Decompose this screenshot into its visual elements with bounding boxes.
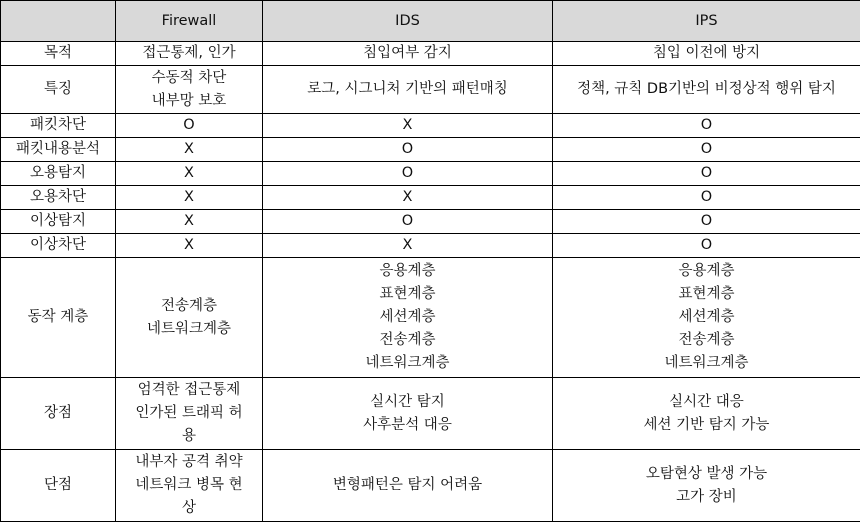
cell-ids: X: [263, 114, 553, 138]
cell-ids: 실시간 탐지 사후분석 대응: [263, 378, 553, 450]
cell-firewall: 접근통제, 인가: [116, 42, 263, 66]
row-label: 패킷차단: [1, 114, 116, 138]
cell-ips: O: [553, 234, 860, 258]
header-ips: IPS: [553, 1, 860, 42]
header-ids: IDS: [263, 1, 553, 42]
cell-ids: X: [263, 234, 553, 258]
cell-ips: O: [553, 114, 860, 138]
cell-firewall: X: [116, 210, 263, 234]
table-row: [1, 162, 860, 186]
table-row: [1, 210, 860, 234]
table-row: [1, 114, 860, 138]
cell-ids: O: [263, 210, 553, 234]
cell-ips: 실시간 대응 세션 기반 탐지 가능: [553, 378, 860, 450]
cell-ips: O: [553, 210, 860, 234]
row-label: 이상차단: [1, 234, 116, 258]
row-label: 이상탐지: [1, 210, 116, 234]
cell-ids: O: [263, 162, 553, 186]
header-corner: [1, 1, 116, 42]
row-label: 오용탐지: [1, 162, 116, 186]
table-row: [1, 450, 860, 522]
cell-ids: 변형패턴은 탐지 어려움: [263, 450, 553, 522]
cell-ips: 정책, 규칙 DB기반의 비정상적 행위 탐지: [553, 66, 860, 114]
cell-firewall: 내부자 공격 취약 네트워크 병목 현 상: [116, 450, 263, 522]
cell-ids: 응용계층 표현계층 세션계층 전송계층 네트워크계층: [263, 258, 553, 378]
table-row: [1, 186, 860, 210]
table-row: [1, 378, 860, 450]
cell-firewall: X: [116, 138, 263, 162]
row-label: 패킷내용분석: [1, 138, 116, 162]
cell-firewall: X: [116, 162, 263, 186]
cell-ids: X: [263, 186, 553, 210]
header-firewall: Firewall: [116, 1, 263, 42]
cell-ips: 응용계층 표현계층 세션계층 전송계층 네트워크계층: [553, 258, 860, 378]
cell-ips: O: [553, 138, 860, 162]
row-label: 단점: [1, 450, 116, 522]
cell-firewall: X: [116, 186, 263, 210]
row-label: 동작 계층: [1, 258, 116, 378]
header-row: [1, 1, 860, 42]
cell-ips: O: [553, 186, 860, 210]
table-row: [1, 234, 860, 258]
row-label: 목적: [1, 42, 116, 66]
cell-ids: 침입여부 감지: [263, 42, 553, 66]
cell-ips: O: [553, 162, 860, 186]
cell-firewall: X: [116, 234, 263, 258]
cell-firewall: 전송계층 네트워크계층: [116, 258, 263, 378]
table-row: [1, 258, 860, 378]
row-label: 오용차단: [1, 186, 116, 210]
cell-ids: O: [263, 138, 553, 162]
cell-ips: 침입 이전에 방지: [553, 42, 860, 66]
cell-firewall: 엄격한 접근통제 인가된 트래픽 허 용: [116, 378, 263, 450]
cell-firewall: 수동적 차단 내부망 보호: [116, 66, 263, 114]
cell-ids: 로그, 시그니처 기반의 패턴매칭: [263, 66, 553, 114]
row-label: 장점: [1, 378, 116, 450]
table-row: [1, 138, 860, 162]
table-row: [1, 42, 860, 66]
row-label: 특징: [1, 66, 116, 114]
cell-ips: 오탐현상 발생 가능 고가 장비: [553, 450, 860, 522]
cell-firewall: O: [116, 114, 263, 138]
table-row: [1, 66, 860, 114]
